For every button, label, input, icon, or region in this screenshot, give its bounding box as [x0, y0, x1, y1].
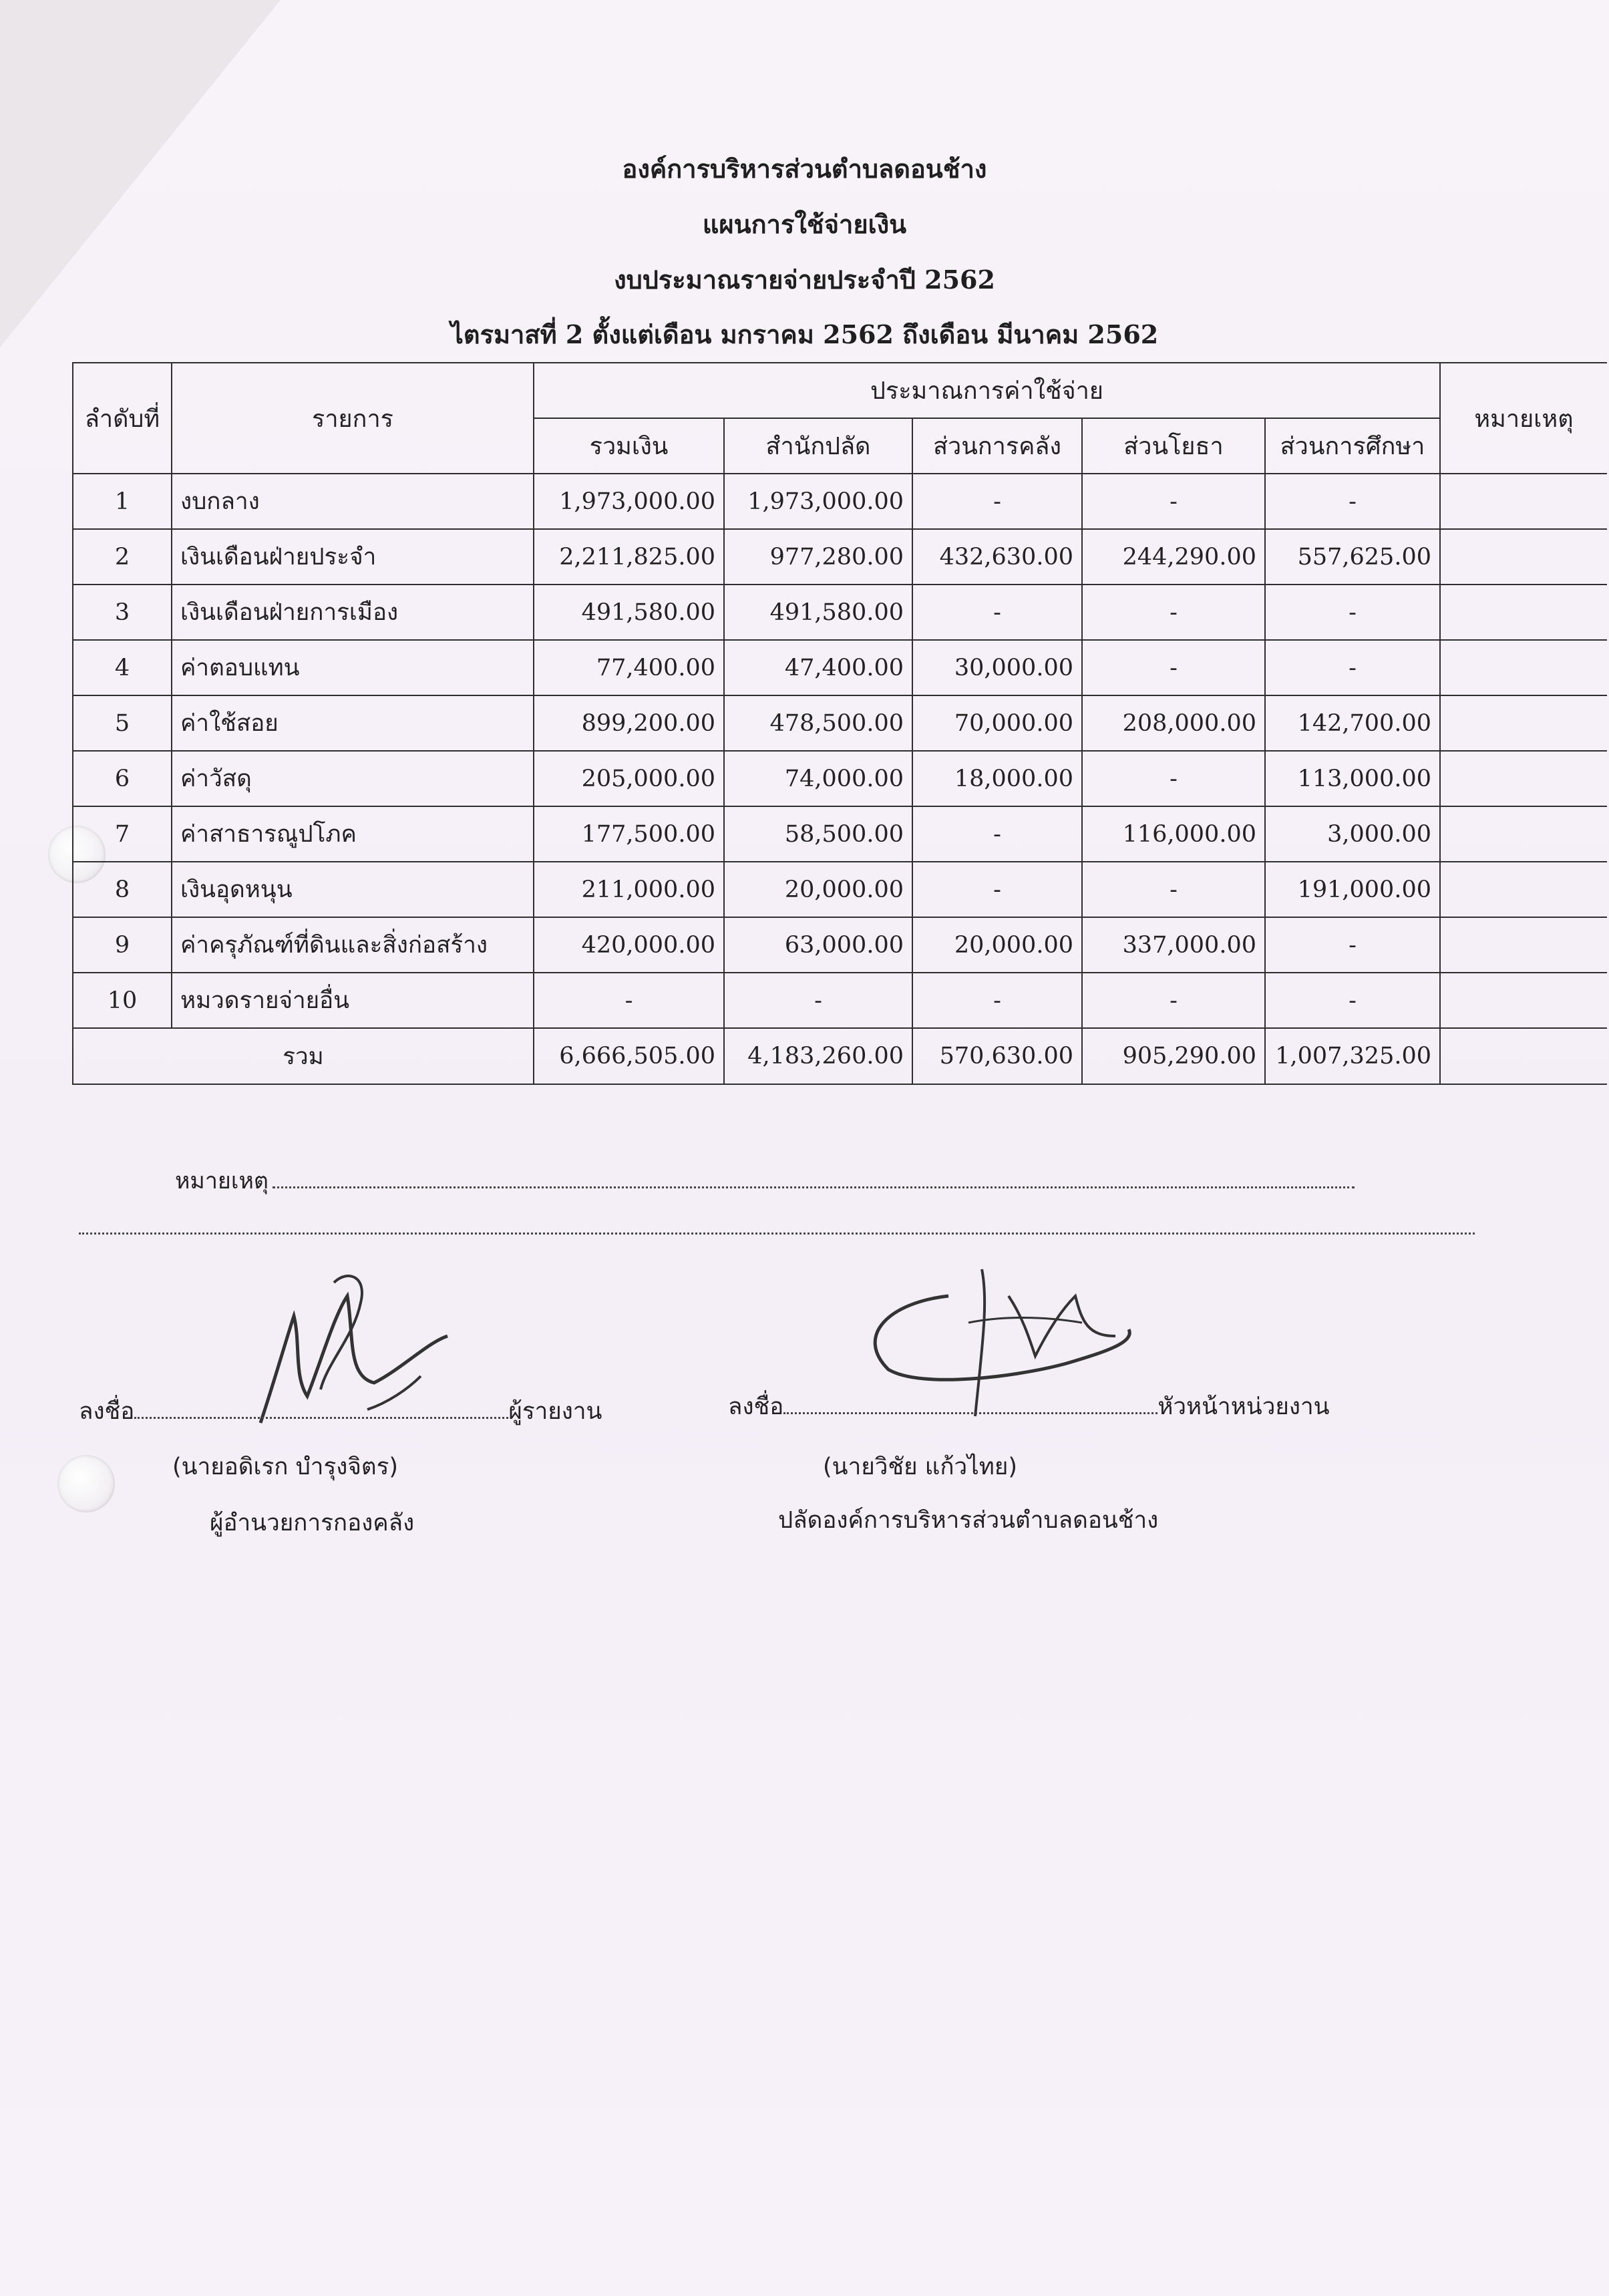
header-no: ลำดับที่	[73, 363, 172, 474]
cell-total: 899,200.00	[534, 695, 724, 751]
cell-remark	[1440, 917, 1607, 973]
cell-works: -	[1082, 751, 1265, 806]
cell-no: 7	[73, 806, 172, 862]
cell-item: ค่าตอบแทน	[172, 640, 534, 695]
signature-left-name: (นายอดิเรก บำรุงจิตร)	[172, 1454, 399, 1480]
cell-finance: -	[912, 973, 1082, 1028]
signature-left-dots	[134, 1417, 508, 1419]
cell-education: -	[1265, 585, 1440, 640]
cell-no: 9	[73, 917, 172, 973]
signature-left-line	[79, 1393, 602, 1430]
period-title: ไตรมาสที่ 2 ตั้งแต่เดือน มกราคม 2562 ถึงเดือน มีนาคม 2562	[450, 319, 1159, 349]
cell-total: 211,000.00	[534, 862, 724, 917]
total-office: 4,183,260.00	[724, 1028, 912, 1084]
cell-remark	[1440, 751, 1607, 806]
note-dots-line	[79, 1233, 1475, 1235]
table-row	[73, 585, 1607, 640]
total-label: รวม	[73, 1028, 534, 1084]
header-education: ส่วนการศึกษา	[1265, 418, 1440, 474]
signature-right-role: หัวหน้าหน่วยงาน	[1157, 1393, 1330, 1420]
cell-remark	[1440, 529, 1607, 585]
cell-office: 58,500.00	[724, 806, 912, 862]
budget-title: งบประมาณรายจ่ายประจำปี 2562	[614, 265, 995, 295]
cell-remark	[1440, 973, 1607, 1028]
cell-item: ค่าสาธารณูปโภค	[172, 806, 534, 862]
cell-item: ค่าวัสดุ	[172, 751, 534, 806]
cell-finance: -	[912, 585, 1082, 640]
cell-total: 1,973,000.00	[534, 474, 724, 529]
cell-office: 491,580.00	[724, 585, 912, 640]
cell-works: 208,000.00	[1082, 695, 1265, 751]
cell-education: 191,000.00	[1265, 862, 1440, 917]
cell-total: 177,500.00	[534, 806, 724, 862]
cell-item: เงินอุดหนุน	[172, 862, 534, 917]
cell-item: ค่าครุภัณฑ์ที่ดินและสิ่งก่อสร้าง	[172, 917, 534, 973]
total-remark	[1440, 1028, 1607, 1084]
cell-remark	[1440, 474, 1607, 529]
cell-total: 77,400.00	[534, 640, 724, 695]
signature-left-role: ผู้รายงาน	[508, 1398, 602, 1425]
cell-education: -	[1265, 973, 1440, 1028]
cell-item: ค่าใช้สอย	[172, 695, 534, 751]
cell-item: เงินเดือนฝ่ายประจำ	[172, 529, 534, 585]
signature-left-prefix: ลงชื่อ	[79, 1398, 135, 1425]
table-row	[73, 862, 1607, 917]
total-works: 905,290.00	[1082, 1028, 1265, 1084]
cell-item: หมวดรายจ่ายอื่น	[172, 973, 534, 1028]
cell-no: 10	[73, 973, 172, 1028]
table-row	[73, 751, 1607, 806]
table-body	[73, 474, 1607, 1084]
cell-office: -	[724, 973, 912, 1028]
header-finance: ส่วนการคลัง	[912, 418, 1082, 474]
cell-office: 1,973,000.00	[724, 474, 912, 529]
table-row	[73, 973, 1607, 1028]
table-row	[73, 695, 1607, 751]
cell-no: 5	[73, 695, 172, 751]
cell-total: 491,580.00	[534, 585, 724, 640]
cell-education: 557,625.00	[1265, 529, 1440, 585]
cell-works: -	[1082, 585, 1265, 640]
signature-right-name: (นายวิชัย แก้วไทย)	[823, 1454, 1018, 1480]
cell-works: -	[1082, 640, 1265, 695]
cell-works: 337,000.00	[1082, 917, 1265, 973]
cell-no: 4	[73, 640, 172, 695]
cell-education: -	[1265, 917, 1440, 973]
cell-office: 977,280.00	[724, 529, 912, 585]
cell-no: 3	[73, 585, 172, 640]
total-row	[73, 1028, 1607, 1084]
cell-education: 113,000.00	[1265, 751, 1440, 806]
header-estimate: ประมาณการค่าใช้จ่าย	[534, 363, 1440, 418]
cell-finance: 432,630.00	[912, 529, 1082, 585]
cell-works: 244,290.00	[1082, 529, 1265, 585]
signature-left-position: ผู้อำนวยการกองคลัง	[210, 1510, 415, 1536]
cell-remark	[1440, 806, 1607, 862]
cell-no: 6	[73, 751, 172, 806]
plan-title: แผนการใช้จ่ายเงิน	[702, 209, 907, 239]
signature-right-dots	[783, 1412, 1157, 1414]
signature-right-position: ปลัดองค์การบริหารส่วนตำบลดอนช้าง	[778, 1507, 1159, 1534]
cell-works: -	[1082, 474, 1265, 529]
cell-office: 478,500.00	[724, 695, 912, 751]
cell-office: 74,000.00	[724, 751, 912, 806]
cell-total: 205,000.00	[534, 751, 724, 806]
org-title: องค์การบริหารส่วนตำบลดอนช้าง	[622, 154, 987, 184]
cell-total: 2,211,825.00	[534, 529, 724, 585]
cell-education: -	[1265, 474, 1440, 529]
cell-works: -	[1082, 862, 1265, 917]
cell-education: -	[1265, 640, 1440, 695]
cell-total: -	[534, 973, 724, 1028]
budget-table	[72, 362, 1607, 1085]
signature-right-prefix: ลงชื่อ	[728, 1393, 784, 1420]
header-remark: หมายเหตุ	[1440, 363, 1607, 474]
header-item: รายการ	[172, 363, 534, 474]
punch-hole-bottom	[57, 1455, 115, 1512]
cell-finance: 20,000.00	[912, 917, 1082, 973]
note-label: หมายเหตุ	[175, 1168, 269, 1194]
header-works: ส่วนโยธา	[1082, 418, 1265, 474]
cell-remark	[1440, 640, 1607, 695]
header-office: สำนักปลัด	[724, 418, 912, 474]
note-dots	[273, 1186, 1355, 1188]
total-education: 1,007,325.00	[1265, 1028, 1440, 1084]
note-line	[175, 1162, 1355, 1198]
cell-item: เงินเดือนฝ่ายการเมือง	[172, 585, 534, 640]
cell-remark	[1440, 585, 1607, 640]
cell-no: 2	[73, 529, 172, 585]
cell-works: -	[1082, 973, 1265, 1028]
table-row	[73, 640, 1607, 695]
cell-office: 63,000.00	[724, 917, 912, 973]
cell-remark	[1440, 695, 1607, 751]
cell-education: 3,000.00	[1265, 806, 1440, 862]
cell-remark	[1440, 862, 1607, 917]
total-finance: 570,630.00	[912, 1028, 1082, 1084]
cell-education: 142,700.00	[1265, 695, 1440, 751]
cell-finance: -	[912, 806, 1082, 862]
cell-works: 116,000.00	[1082, 806, 1265, 862]
cell-no: 8	[73, 862, 172, 917]
cell-finance: 18,000.00	[912, 751, 1082, 806]
total-total: 6,666,505.00	[534, 1028, 724, 1084]
table-row	[73, 806, 1607, 862]
table-row	[73, 529, 1607, 585]
cell-finance: 30,000.00	[912, 640, 1082, 695]
cell-total: 420,000.00	[534, 917, 724, 973]
cell-finance: -	[912, 862, 1082, 917]
signature-right-line	[728, 1388, 1330, 1425]
table-row	[73, 474, 1607, 529]
cell-finance: -	[912, 474, 1082, 529]
cell-no: 1	[73, 474, 172, 529]
table-row	[73, 917, 1607, 973]
cell-office: 47,400.00	[724, 640, 912, 695]
header-total: รวมเงิน	[534, 418, 724, 474]
cell-item: งบกลาง	[172, 474, 534, 529]
cell-finance: 70,000.00	[912, 695, 1082, 751]
cell-office: 20,000.00	[724, 862, 912, 917]
